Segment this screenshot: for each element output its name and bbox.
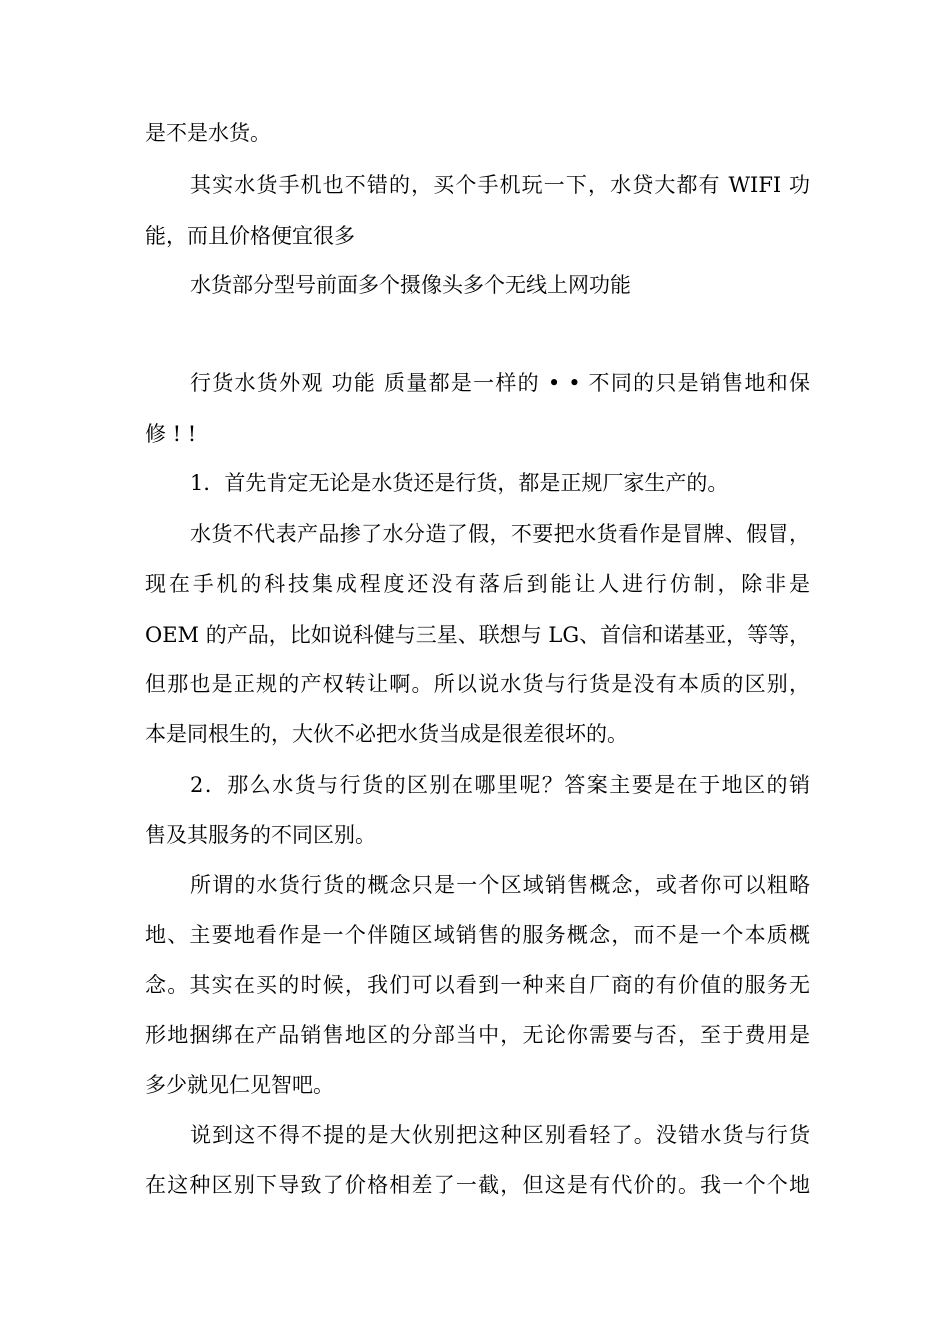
text-line: 说到这不得不提的是大伙别把这种区别看轻了。没错水货与行货: [190, 1123, 810, 1147]
text-line: 是不是水货。: [145, 121, 271, 145]
text-line: 念。其实在买的时候，我们可以看到一种来自厂商的有价值的服务无: [145, 973, 810, 997]
text-line: 多少就见仁见智吧。: [145, 1073, 334, 1097]
text-line: 地、主要地看作是一个伴随区域销售的服务概念，而不是一个本质概: [145, 923, 810, 947]
text-line: 本是同根生的，大伙不必把水货当成是很差很坏的。: [145, 722, 628, 746]
text-line: 但那也是正规的产权转让啊。所以说水货与行货是没有本质的区别，: [145, 672, 810, 696]
text-line: 行货水货外观 功能 质量都是一样的 • • 不同的只是销售地和保: [190, 371, 810, 395]
text-line: 在这种区别下导致了价格相差了一截，但这是有代价的。我一个个地: [145, 1173, 810, 1197]
text-line: 修 ! !: [145, 422, 197, 446]
text-line: 现在手机的科技集成程度还没有落后到能让人进行仿制，除非是: [145, 572, 810, 596]
text-line: 水货部分型号前面多个摄像头多个无线上网功能: [190, 273, 631, 297]
text-line: 形地捆绑在产品销售地区的分部当中，无论你需要与否，至于费用是: [145, 1023, 810, 1047]
text-line: 售及其服务的不同区别。: [145, 823, 376, 847]
text-line: 2．那么水货与行货的区别在哪里呢？答案主要是在于地区的销: [190, 773, 810, 797]
text-line: 能，而且价格便宜很多: [145, 224, 355, 248]
text-line: 1．首先肯定无论是水货还是行货，都是正规厂家生产的。: [190, 471, 729, 495]
text-line: 水货不代表产品掺了水分造了假，不要把水货看作是冒牌、假冒，: [190, 522, 810, 546]
text-line: 所谓的水货行货的概念只是一个区域销售概念，或者你可以粗略: [190, 873, 810, 897]
text-line: 其实水货手机也不错的，买个手机玩一下，水贷大都有 WIFI 功: [190, 173, 810, 197]
text-line: OEM 的产品，比如说科健与三星、联想与 LG、首信和诺基亚，等等，: [145, 623, 810, 647]
